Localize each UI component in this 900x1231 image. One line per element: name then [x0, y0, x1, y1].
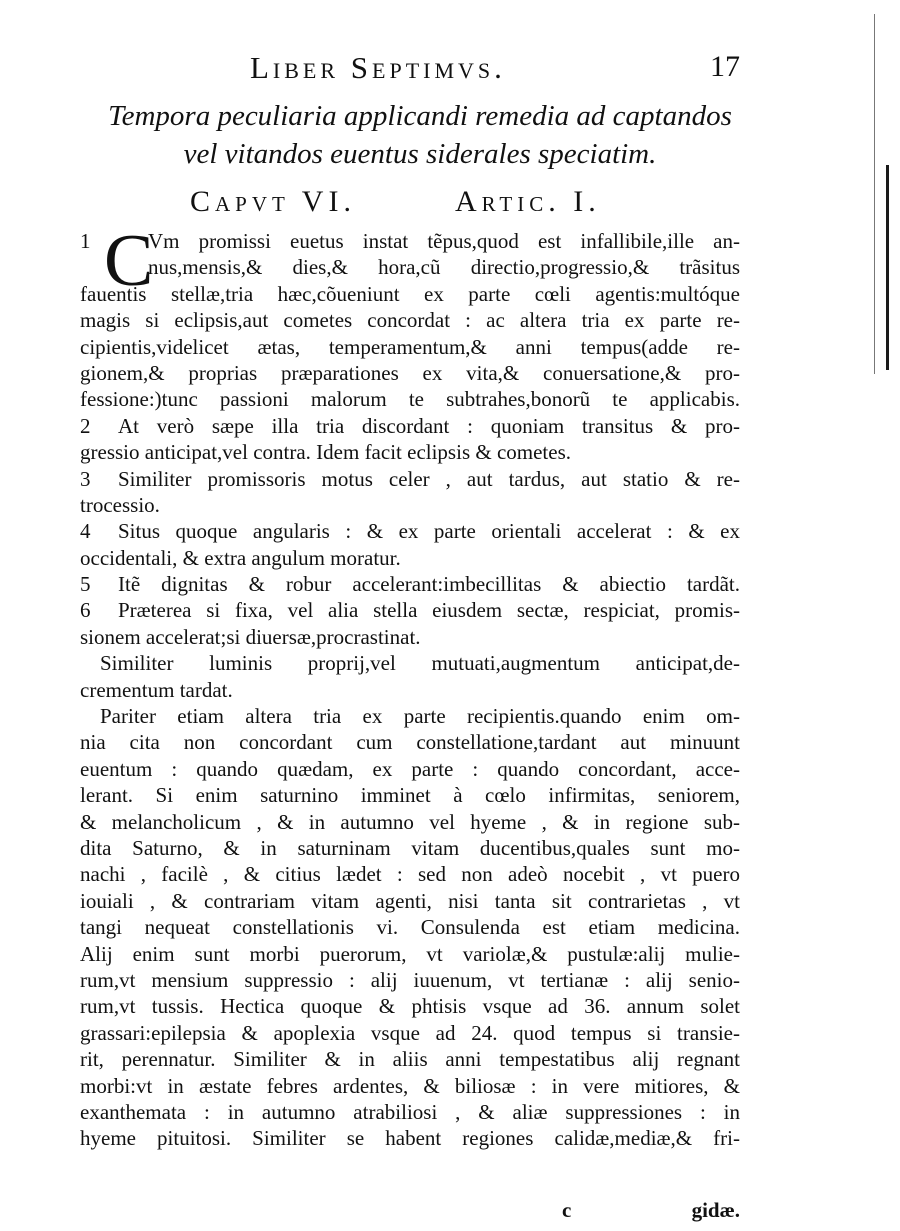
text-line: lerant. Si enim saturnino imminet à cœlo infirmitas, seniorem, — [80, 783, 740, 808]
text-line-content: Situs quoque angularis : & ex parte orientali accelerat : & ex — [118, 519, 740, 544]
chapter-artic: Artic. I. — [455, 185, 601, 218]
text-line: rum,vt tussis. Hectica quoque & phtisis vsque ad 36. annum solet — [80, 994, 740, 1019]
text-line: hyeme pituitosi. Similiter se habent regiones calidæ,mediæ,& fri- — [80, 1126, 740, 1151]
margin-rule — [874, 14, 875, 374]
text-line — [80, 571, 740, 597]
drop-cap: C — [104, 220, 154, 302]
paragraph-number: 1 — [80, 229, 91, 253]
body-text — [80, 220, 740, 1152]
text-line: rum,vt mensium suppressio : alij iuuenum, vt tertianæ : alij senio- — [80, 967, 740, 992]
running-head-title: Liber Septimvs. — [250, 50, 506, 85]
text-line: iouiali , & contrariam vitam agenti, nisi tanta sit contrarietas , vt — [80, 888, 740, 913]
text-line-content: Præterea si fixa, vel alia stella eiusdem sectæ, respiciat, promis- — [118, 598, 740, 623]
signature-mark: c — [562, 1198, 572, 1222]
text-line — [80, 466, 740, 492]
text-line-content: Itẽ dignitas & robur accelerant:imbecillitas & abiectio tardãt. — [118, 572, 740, 597]
text-line — [80, 597, 740, 623]
text-line: fessione:)tunc passioni malorum te subtrahes,bonorũ te applicabis. — [80, 387, 740, 412]
paragraph-number: 2 — [80, 413, 91, 438]
text-line: crementum tardat. — [80, 677, 233, 702]
section-heading-line-1: Tempora peculiaria applicandi remedia ad captandos — [108, 100, 732, 132]
text-line — [80, 518, 740, 544]
paragraph-number: 3 — [80, 466, 91, 491]
text-line: tangi nequeat constellationis vi. Consulenda est etiam medicina. — [80, 915, 740, 940]
running-head — [250, 50, 740, 90]
text-line: Pariter etiam altera tria ex parte recipientis.quando enim om- — [100, 704, 740, 729]
text-line — [80, 413, 740, 439]
text-line: nus,mensis,& dies,& hora,cũ directio,progressio,& trãsitus — [148, 255, 740, 280]
text-line-content: At verò sæpe illa tria discordant : quoniam transitus & pro- — [118, 413, 740, 438]
chapter-caput: Capvt VI. — [190, 185, 356, 218]
text-line-content: Similiter promissoris motus celer , aut tardus, aut statio & re- — [118, 466, 740, 491]
text-line: magis si eclipsis,aut cometes concordat : ac altera tria ex parte re- — [80, 308, 740, 333]
text-line: nia cita non concordant cum constellatione,tardant aut minuunt — [80, 730, 740, 755]
text-line: occidentali, & extra angulum moratur. — [80, 545, 401, 570]
chapter-heading — [190, 185, 660, 221]
section-heading-line-2: vel vitandos euentus siderales speciatim. — [183, 138, 657, 170]
text-line: trocessio. — [80, 492, 160, 517]
text-line: fauentis stellæ,tria hæc,cõueniunt ex parte cœli agentis:multóque — [80, 281, 740, 306]
text-line: Similiter luminis proprij,vel mutuati,augmentum anticipat,de- — [100, 651, 740, 676]
margin-mark — [886, 165, 889, 370]
text-line: Vm promissi euetus instat tẽpus,quod est infallibile,ille an- — [148, 229, 740, 253]
text-line: exanthemata : in autumno atrabiliosi , & aliæ suppressiones : in — [80, 1099, 740, 1124]
page-footer — [80, 1198, 740, 1228]
text-line: cipientis,videlicet ætas, temperamentum,& anni tempus(adde re- — [80, 334, 740, 359]
text-line: euentum : quando quædam, ex parte : quando concordant, acce- — [80, 756, 740, 781]
text-line: dita Saturno, & in saturninam vitam ducentibus,quales sunt mo- — [80, 835, 740, 860]
paragraph-1 — [80, 220, 740, 413]
text-line: & melancholicum , & in autumno vel hyeme , & in regione sub- — [80, 809, 740, 834]
paragraph-number: 6 — [80, 598, 91, 623]
text-line: grassari:epilepsia & apoplexia vsque ad 24. quod tempus si transie- — [80, 1020, 740, 1045]
text-line: nachi , facilè , & citius lædet : sed non adeò nocebit , vt puero — [80, 862, 740, 887]
page-number: 17 — [710, 50, 740, 83]
text-line: morbi:vt in æstate febres ardentes, & biliosæ : in vere mitiores, & — [80, 1073, 740, 1098]
catchword: gidæ. — [691, 1198, 740, 1222]
paragraph-number: 4 — [80, 519, 91, 544]
text-line: sionem accelerat;si diuersæ,procrastinat. — [80, 624, 421, 649]
paragraph-number: 5 — [80, 572, 91, 597]
text-line: rit, perennatur. Similiter & in aliis anni tempestatibus alij regnant — [80, 1047, 740, 1072]
text-line: gionem,& proprias præparationes ex vita,& conuersatione,& pro- — [80, 360, 740, 385]
text-line: Alij enim sunt morbi puerorum, vt variolæ,& pustulæ:alij mulie- — [80, 941, 740, 966]
text-line: gressio anticipat,vel contra. Idem facit eclipsis & cometes. — [80, 440, 571, 465]
